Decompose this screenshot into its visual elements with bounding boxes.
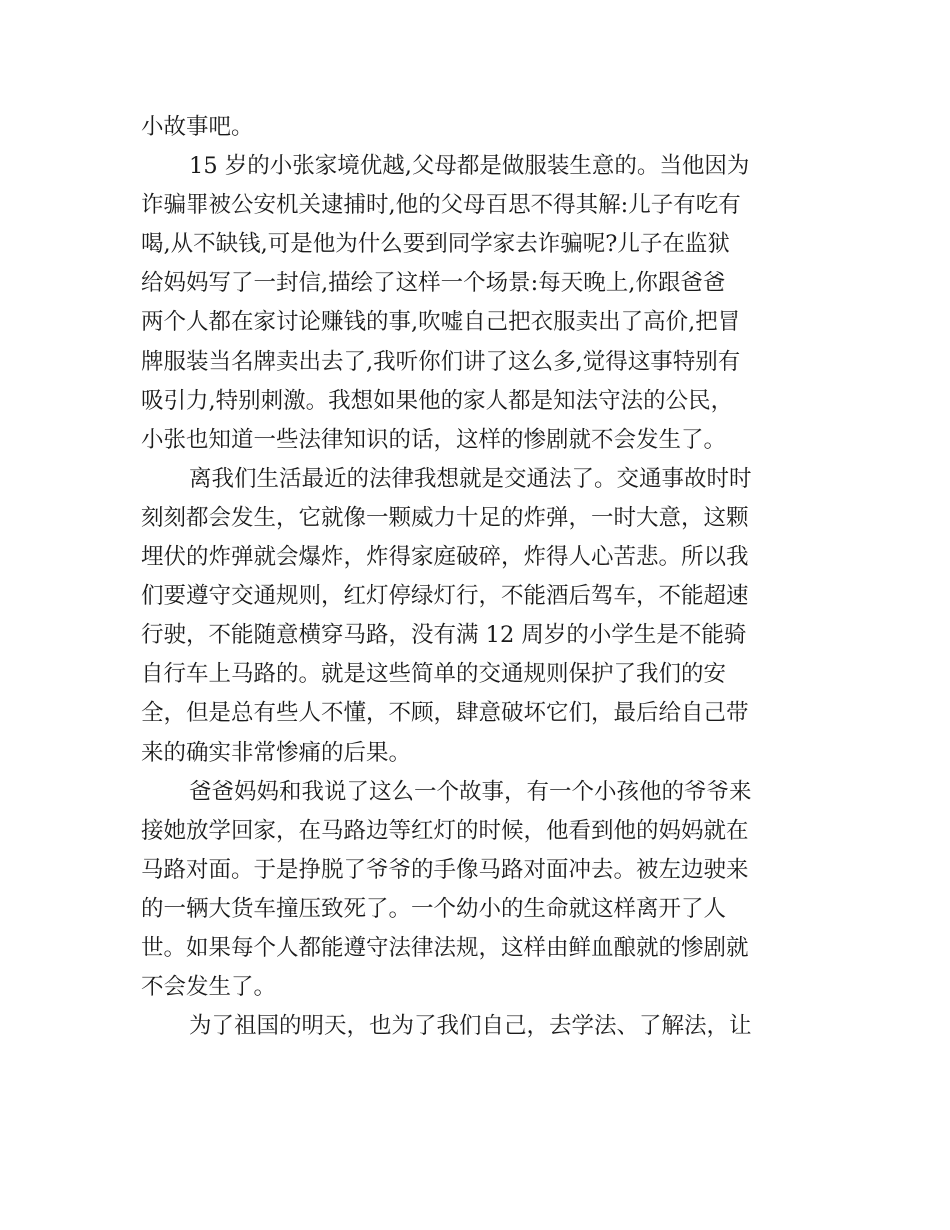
text-line: 喝,从不缺钱,可是他为什么要到同学家去诈骗呢?儿子在监狱 [141,231,730,258]
paragraph-start-line: 为了祖国的明天，也为了我们自己，去学法、了解法，让 [189,1013,752,1040]
text-line: 自行车上马路的。就是这些简单的交通规则保护了我们的安 [141,661,727,688]
document-body [141,108,813,1046]
text-line: 两个人都在家讨论赚钱的事,吹嘘自己把衣服卖出了高价,把冒 [141,309,741,336]
text-line: 不会发生了。 [141,974,277,1001]
paragraph-start-line: 爸爸妈妈和我说了这么一个故事，有一个小孩他的爷爷来 [189,778,752,805]
text-line: 全，但是总有些人不懂，不顾，肆意破坏它们，最后给自己带 [141,700,749,727]
text-line: 牌服装当名牌卖出去了,我听你们讲了这么多,觉得这事特别有 [141,348,741,375]
text-line: 来的确实非常惨痛的后果。 [141,739,412,766]
text-line: 马路对面。于是挣脱了爷爷的手像马路对面冲去。被左边驶来 [141,856,749,883]
text-line: 吸引力,特别刺激。我想如果他的家人都是知法守法的公民， [141,387,734,414]
text-line: 接她放学回家，在马路边等红灯的时候，他看到他的妈妈就在 [141,817,749,844]
text-line: 们要遵守交通规则，红灯停绿灯行，不能酒后驾车，不能超速 [141,583,749,610]
text-line: 给妈妈写了一封信,描绘了这样一个场景:每天晚上,你跟爸爸 [141,270,726,297]
text-line: 的一辆大货车撞压致死了。一个幼小的生命就这样离开了人 [141,895,727,922]
paragraph-start-line: 离我们生活最近的法律我想就是交通法了。交通事故时时 [189,465,752,492]
paragraph-start-line: 15 岁的小张家境优越,父母都是做服装生意的。当他因为 [189,153,750,180]
text-line: 诈骗罪被公安机关逮捕时,他的父母百思不得其解:儿子有吃有 [141,192,741,219]
text-line: 小故事吧。 [141,114,254,140]
text-line: 世。如果每个人都能遵守法律法规，这样由鲜血酿就的惨剧就 [141,934,749,961]
text-line: 小张也知道一些法律知识的话，这样的惨剧就不会发生了。 [141,426,727,453]
text-line: 埋伏的炸弹就会爆炸，炸得家庭破碎，炸得人心苦悲。所以我 [141,544,749,571]
text-line: 行驶，不能随意横穿马路，没有满 12 周岁的小学生是不能骑 [141,622,747,649]
text-line: 刻刻都会发生，它就像一颗威力十足的炸弹，一时大意，这颗 [141,504,749,531]
